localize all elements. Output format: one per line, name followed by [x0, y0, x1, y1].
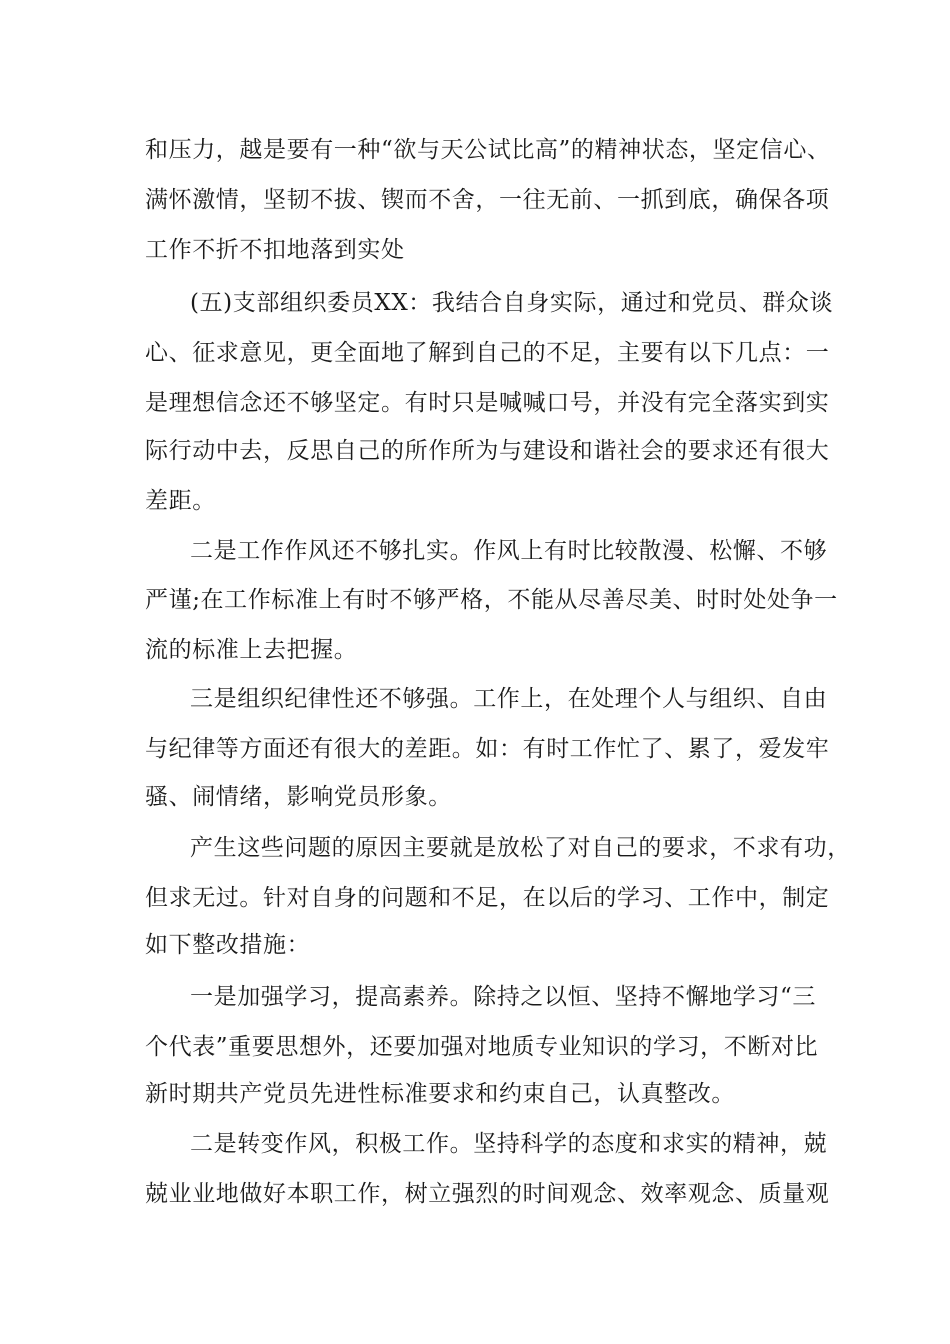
- text-line: 如下整改措施：: [145, 932, 311, 958]
- text-line: 际行动中去，反思自己的所作所为与建设和谐社会的要求还有很大: [145, 438, 830, 464]
- text-line: 新时期共产党员先进性标准要求和约束自己，认真整改。: [145, 1081, 735, 1107]
- paragraph-first-line: (五)支部组织委员XX：我结合自身实际，通过和党员、群众谈: [190, 290, 834, 316]
- text-line: 工作不折不扣地落到实处: [145, 237, 405, 263]
- text-line: 和压力，越是要有一种“欲与天公试比高”的精神状态，坚定信心、: [145, 137, 831, 163]
- paragraph-first-line: 二是工作作风还不够扎实。作风上有时比较散漫、松懈、不够: [190, 538, 828, 564]
- paragraph-first-line: 二是转变作风，积极工作。坚持科学的态度和求实的精神，兢: [190, 1131, 828, 1157]
- text-line: 与纪律等方面还有很大的差距。如：有时工作忙了、累了，爱发牢: [145, 736, 830, 762]
- paragraph-first-line: 一是加强学习，提高素养。除持之以恒、坚持不懈地学习“三: [190, 984, 816, 1010]
- text-line: 满怀激情，坚韧不拔、锲而不舍，一往无前、一抓到底，确保各项: [145, 187, 830, 213]
- text-line: 严谨;在工作标准上有时不够严格，不能从尽善尽美、时时处处争一: [145, 587, 838, 613]
- paragraph-first-line: 三是组织纪律性还不够强。工作上，在处理个人与组织、自由: [190, 686, 828, 712]
- text-line: 兢业业地做好本职工作，树立强烈的时间观念、效率观念、质量观: [145, 1181, 830, 1207]
- text-line: 骚、闹情绪，影响党员形象。: [145, 784, 452, 810]
- text-line: 流的标准上去把握。: [145, 637, 358, 663]
- text-line: 是理想信念还不够坚定。有时只是喊喊口号，并没有完全落实到实: [145, 390, 830, 416]
- text-line: 心、征求意见，更全面地了解到自己的不足，主要有以下几点：一: [145, 340, 830, 366]
- text-line: 差距。: [145, 488, 216, 514]
- text-line: 但求无过。针对自身的问题和不足，在以后的学习、工作中，制定: [145, 885, 830, 911]
- paragraph-first-line: 产生这些问题的原因主要就是放松了对自己的要求，不求有功，: [190, 835, 851, 861]
- text-line: 个代表”重要思想外，还要加强对地质专业知识的学习，不断对比: [145, 1034, 819, 1060]
